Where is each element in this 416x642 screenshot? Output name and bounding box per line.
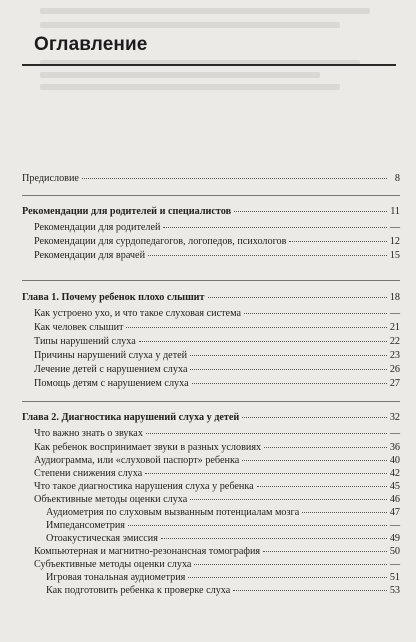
- toc-entry[interactable]: [34, 378, 400, 390]
- leader-dots: [208, 297, 387, 298]
- leader-dots: [302, 512, 387, 513]
- toc-entry-page: 32: [389, 412, 400, 423]
- toc-entry[interactable]: [34, 442, 400, 454]
- leader-dots: [126, 327, 386, 328]
- toc-entry-label: Рекомендации для сурдопедагогов, логопедов, психологов: [34, 236, 287, 247]
- leader-dots: [190, 355, 387, 356]
- toc-entry[interactable]: [34, 428, 400, 440]
- toc-entry-label: Импедансометрия: [46, 520, 125, 531]
- toc-entry-page: —: [389, 222, 400, 233]
- toc-entry-label: Рекомендации для родителей и специалистов: [22, 206, 232, 217]
- toc-entry-page: 40: [389, 455, 400, 466]
- leader-dots: [192, 383, 387, 384]
- toc-entry[interactable]: [34, 481, 400, 493]
- leader-dots: [82, 178, 387, 179]
- toc-entry-page: —: [389, 308, 400, 319]
- toc-entry-label: Игровая тональная аудиометрия: [46, 572, 186, 583]
- toc-entry[interactable]: [34, 455, 400, 467]
- section-separator: [22, 401, 400, 402]
- toc-entry[interactable]: [34, 350, 400, 362]
- toc-entry-label: Что важно знать о звуках: [34, 428, 143, 439]
- toc-chapter-heading[interactable]: [22, 412, 400, 424]
- toc-entry-page: 49: [389, 533, 400, 544]
- toc-entry-label: Как человек слышит: [34, 322, 124, 333]
- toc-entry-label: Как подготовить ребенка к проверке слуха: [46, 585, 231, 596]
- toc-entry-label: Что такое диагностика нарушения слуха у ребенка: [34, 481, 254, 492]
- section-separator: [22, 195, 400, 196]
- toc-entry-page: 8: [394, 173, 400, 184]
- toc-entry-page: 27: [389, 378, 400, 389]
- toc-entry[interactable]: [34, 559, 400, 571]
- leader-dots: [128, 525, 387, 526]
- leader-dots: [163, 227, 386, 228]
- toc-entry-label: Аудиограмма, или «слуховой паспорт» ребенка: [34, 455, 240, 466]
- toc-entry-label: Глава 2. Диагностика нарушений слуха у детей: [22, 412, 240, 423]
- toc-entry-label: Как устроено ухо, и что такое слуховая система: [34, 308, 241, 319]
- leader-dots: [234, 211, 387, 212]
- toc-entry-page: 51: [389, 572, 400, 583]
- toc-subentry[interactable]: [46, 585, 400, 597]
- toc-entry-label: Отоакустическая эмиссия: [46, 533, 158, 544]
- toc-entry-page: —: [389, 428, 400, 439]
- toc-entry-label: Помощь детям с нарушением слуха: [34, 378, 189, 389]
- leader-dots: [145, 473, 387, 474]
- leader-dots: [190, 369, 386, 370]
- toc-entry-page: 21: [389, 322, 400, 333]
- toc-entry-label: Типы нарушений слуха: [34, 336, 136, 347]
- toc-entry-label: Степени снижения слуха: [34, 468, 143, 479]
- leader-dots: [242, 417, 387, 418]
- toc-entry[interactable]: [34, 222, 400, 234]
- toc-entry-page: 46: [389, 494, 400, 505]
- leader-dots: [190, 499, 387, 500]
- leader-dots: [263, 551, 387, 552]
- toc-entry[interactable]: [34, 494, 400, 506]
- toc-subentry[interactable]: [46, 572, 400, 584]
- toc-subentry[interactable]: [46, 520, 400, 532]
- leader-dots: [233, 590, 387, 591]
- toc-entry-page: 18: [389, 292, 400, 303]
- toc-entry-label: Лечение детей с нарушением слуха: [34, 364, 188, 375]
- toc-chapter-heading[interactable]: [22, 292, 400, 304]
- leader-dots: [139, 341, 387, 342]
- toc-section-heading[interactable]: [22, 206, 400, 218]
- toc-entry-label: Рекомендации для врачей: [34, 250, 146, 261]
- toc-entry-page: 26: [389, 364, 400, 375]
- toc-entry-label: Субъективные методы оценки слуха: [34, 559, 192, 570]
- toc-entry-label: Предисловие: [22, 173, 79, 184]
- toc-entry-label: Причины нарушений слуха у детей: [34, 350, 188, 361]
- toc-entry-label: Рекомендации для родителей: [34, 222, 161, 233]
- toc-entry-label: Компьютерная и магнитно-резонансная томография: [34, 546, 261, 557]
- toc-entry-page: 36: [389, 442, 400, 453]
- leader-dots: [242, 460, 387, 461]
- leader-dots: [244, 313, 387, 314]
- leader-dots: [161, 538, 387, 539]
- toc-subentry[interactable]: [46, 533, 400, 545]
- toc-entry[interactable]: [34, 468, 400, 480]
- leader-dots: [194, 564, 386, 565]
- toc-entry[interactable]: [34, 364, 400, 376]
- toc-entry[interactable]: [34, 308, 400, 320]
- toc-entry-label: Глава 1. Почему ребенок плохо слышит: [22, 292, 205, 303]
- toc-entry[interactable]: [34, 336, 400, 348]
- toc-entry-label: Объективные методы оценки слуха: [34, 494, 188, 505]
- toc-entry[interactable]: [34, 546, 400, 558]
- toc-entry-page: 23: [389, 350, 400, 361]
- section-separator: [22, 280, 400, 281]
- toc-entry-label: Аудиометрия по слуховым вызванным потенциалам мозга: [46, 507, 300, 518]
- leader-dots: [264, 447, 387, 448]
- toc-entry-page: 45: [389, 481, 400, 492]
- toc-entry-page: 15: [389, 250, 400, 261]
- toc-entry-page: 12: [389, 236, 400, 247]
- leader-dots: [257, 486, 387, 487]
- toc-entry-label: Как ребенок воспринимает звуки в разных условиях: [34, 442, 262, 453]
- toc-subentry[interactable]: [46, 507, 400, 519]
- toc-entry-page: 22: [389, 336, 400, 347]
- toc-entry-page: —: [389, 559, 400, 570]
- toc-entry-page: 47: [389, 507, 400, 518]
- page-title: Оглавление: [34, 34, 148, 55]
- toc-entry-page: 11: [390, 206, 400, 217]
- leader-dots: [188, 577, 386, 578]
- toc-entry[interactable]: [22, 173, 400, 185]
- leader-dots: [148, 255, 387, 256]
- toc-entry[interactable]: [34, 250, 400, 262]
- toc-entry[interactable]: [34, 236, 400, 248]
- leader-dots: [146, 433, 387, 434]
- toc-entry-page: 50: [389, 546, 400, 557]
- toc-entry-page: —: [389, 520, 400, 531]
- toc-entry-page: 53: [389, 585, 400, 596]
- toc-entry[interactable]: [34, 322, 400, 334]
- leader-dots: [289, 241, 386, 242]
- toc-entry-page: 42: [389, 468, 400, 479]
